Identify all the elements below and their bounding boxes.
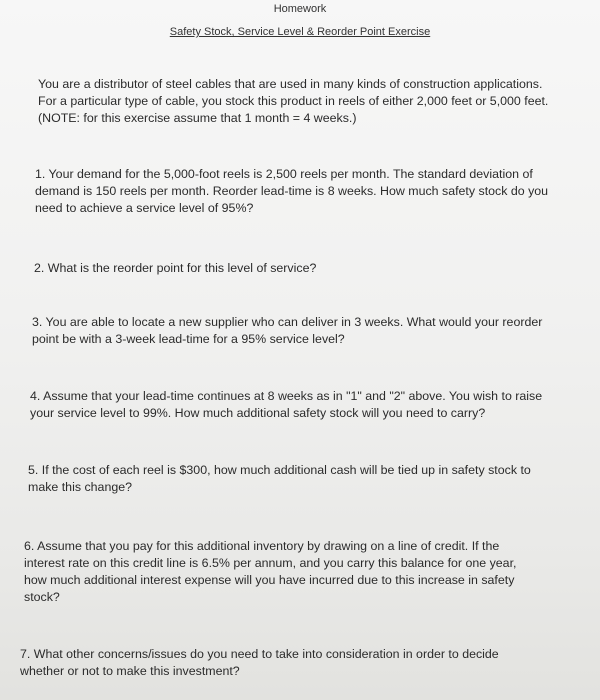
document-subtitle: Safety Stock, Service Level & Reorder Point Exercise	[169, 26, 431, 38]
question-line: how much additional interest expense will you have incurred due to this increase in safety	[24, 573, 515, 587]
question-line: point be with a 3-week lead-time for a 95% service level?	[32, 332, 345, 346]
question-4	[30, 388, 582, 422]
question-5	[28, 462, 580, 496]
question-6	[24, 538, 580, 606]
question-1	[35, 166, 583, 217]
question-line: 6. Assume that you pay for this additional inventory by drawing on a line of credit. If the	[24, 539, 500, 553]
intro-line: For a particular type of cable, you stock this product in reels of either 2,000 feet or 5,000 feet.	[38, 94, 549, 108]
question-line: 3. You are able to locate a new supplier who can deliver in 3 weeks. What would your reorder	[32, 315, 543, 329]
question-line: make this change?	[28, 480, 133, 494]
question-line: whether or not to make this investment?	[20, 664, 240, 678]
question-line: 1. Your demand for the 5,000-foot reels is 2,500 reels per month. The standard deviation of	[35, 167, 533, 181]
question-7	[20, 646, 580, 680]
question-line: 2. What is the reorder point for this level of service?	[34, 261, 317, 275]
intro-line: (NOTE: for this exercise assume that 1 month = 4 weeks.)	[38, 111, 357, 125]
question-3	[32, 314, 582, 348]
intro-line: You are a distributor of steel cables that are used in many kinds of construction applications.	[38, 77, 543, 91]
intro-paragraph	[38, 76, 583, 127]
question-line: 4. Assume that your lead-time continues at 8 weeks as in "1" and "2" above. You wish to raise	[30, 389, 543, 403]
question-line: stock?	[24, 590, 60, 604]
question-line: 5. If the cost of each reel is $300, how much additional cash will be tied up in safety stock to	[28, 463, 531, 477]
question-line: demand is 150 reels per month. Reorder lead-time is 8 weeks. How much safety stock do you	[35, 184, 549, 198]
question-line: your service level to 99%. How much additional safety stock will you need to carry?	[30, 406, 486, 420]
question-2	[34, 260, 582, 277]
document-title: Homework	[273, 3, 327, 15]
question-line: interest rate on this credit line is 6.5% per annum, and you carry this balance for one year,	[24, 556, 517, 570]
question-line: 7. What other concerns/issues do you need to take into consideration in order to decide	[20, 647, 499, 661]
question-line: need to achieve a service level of 95%?	[35, 201, 254, 215]
